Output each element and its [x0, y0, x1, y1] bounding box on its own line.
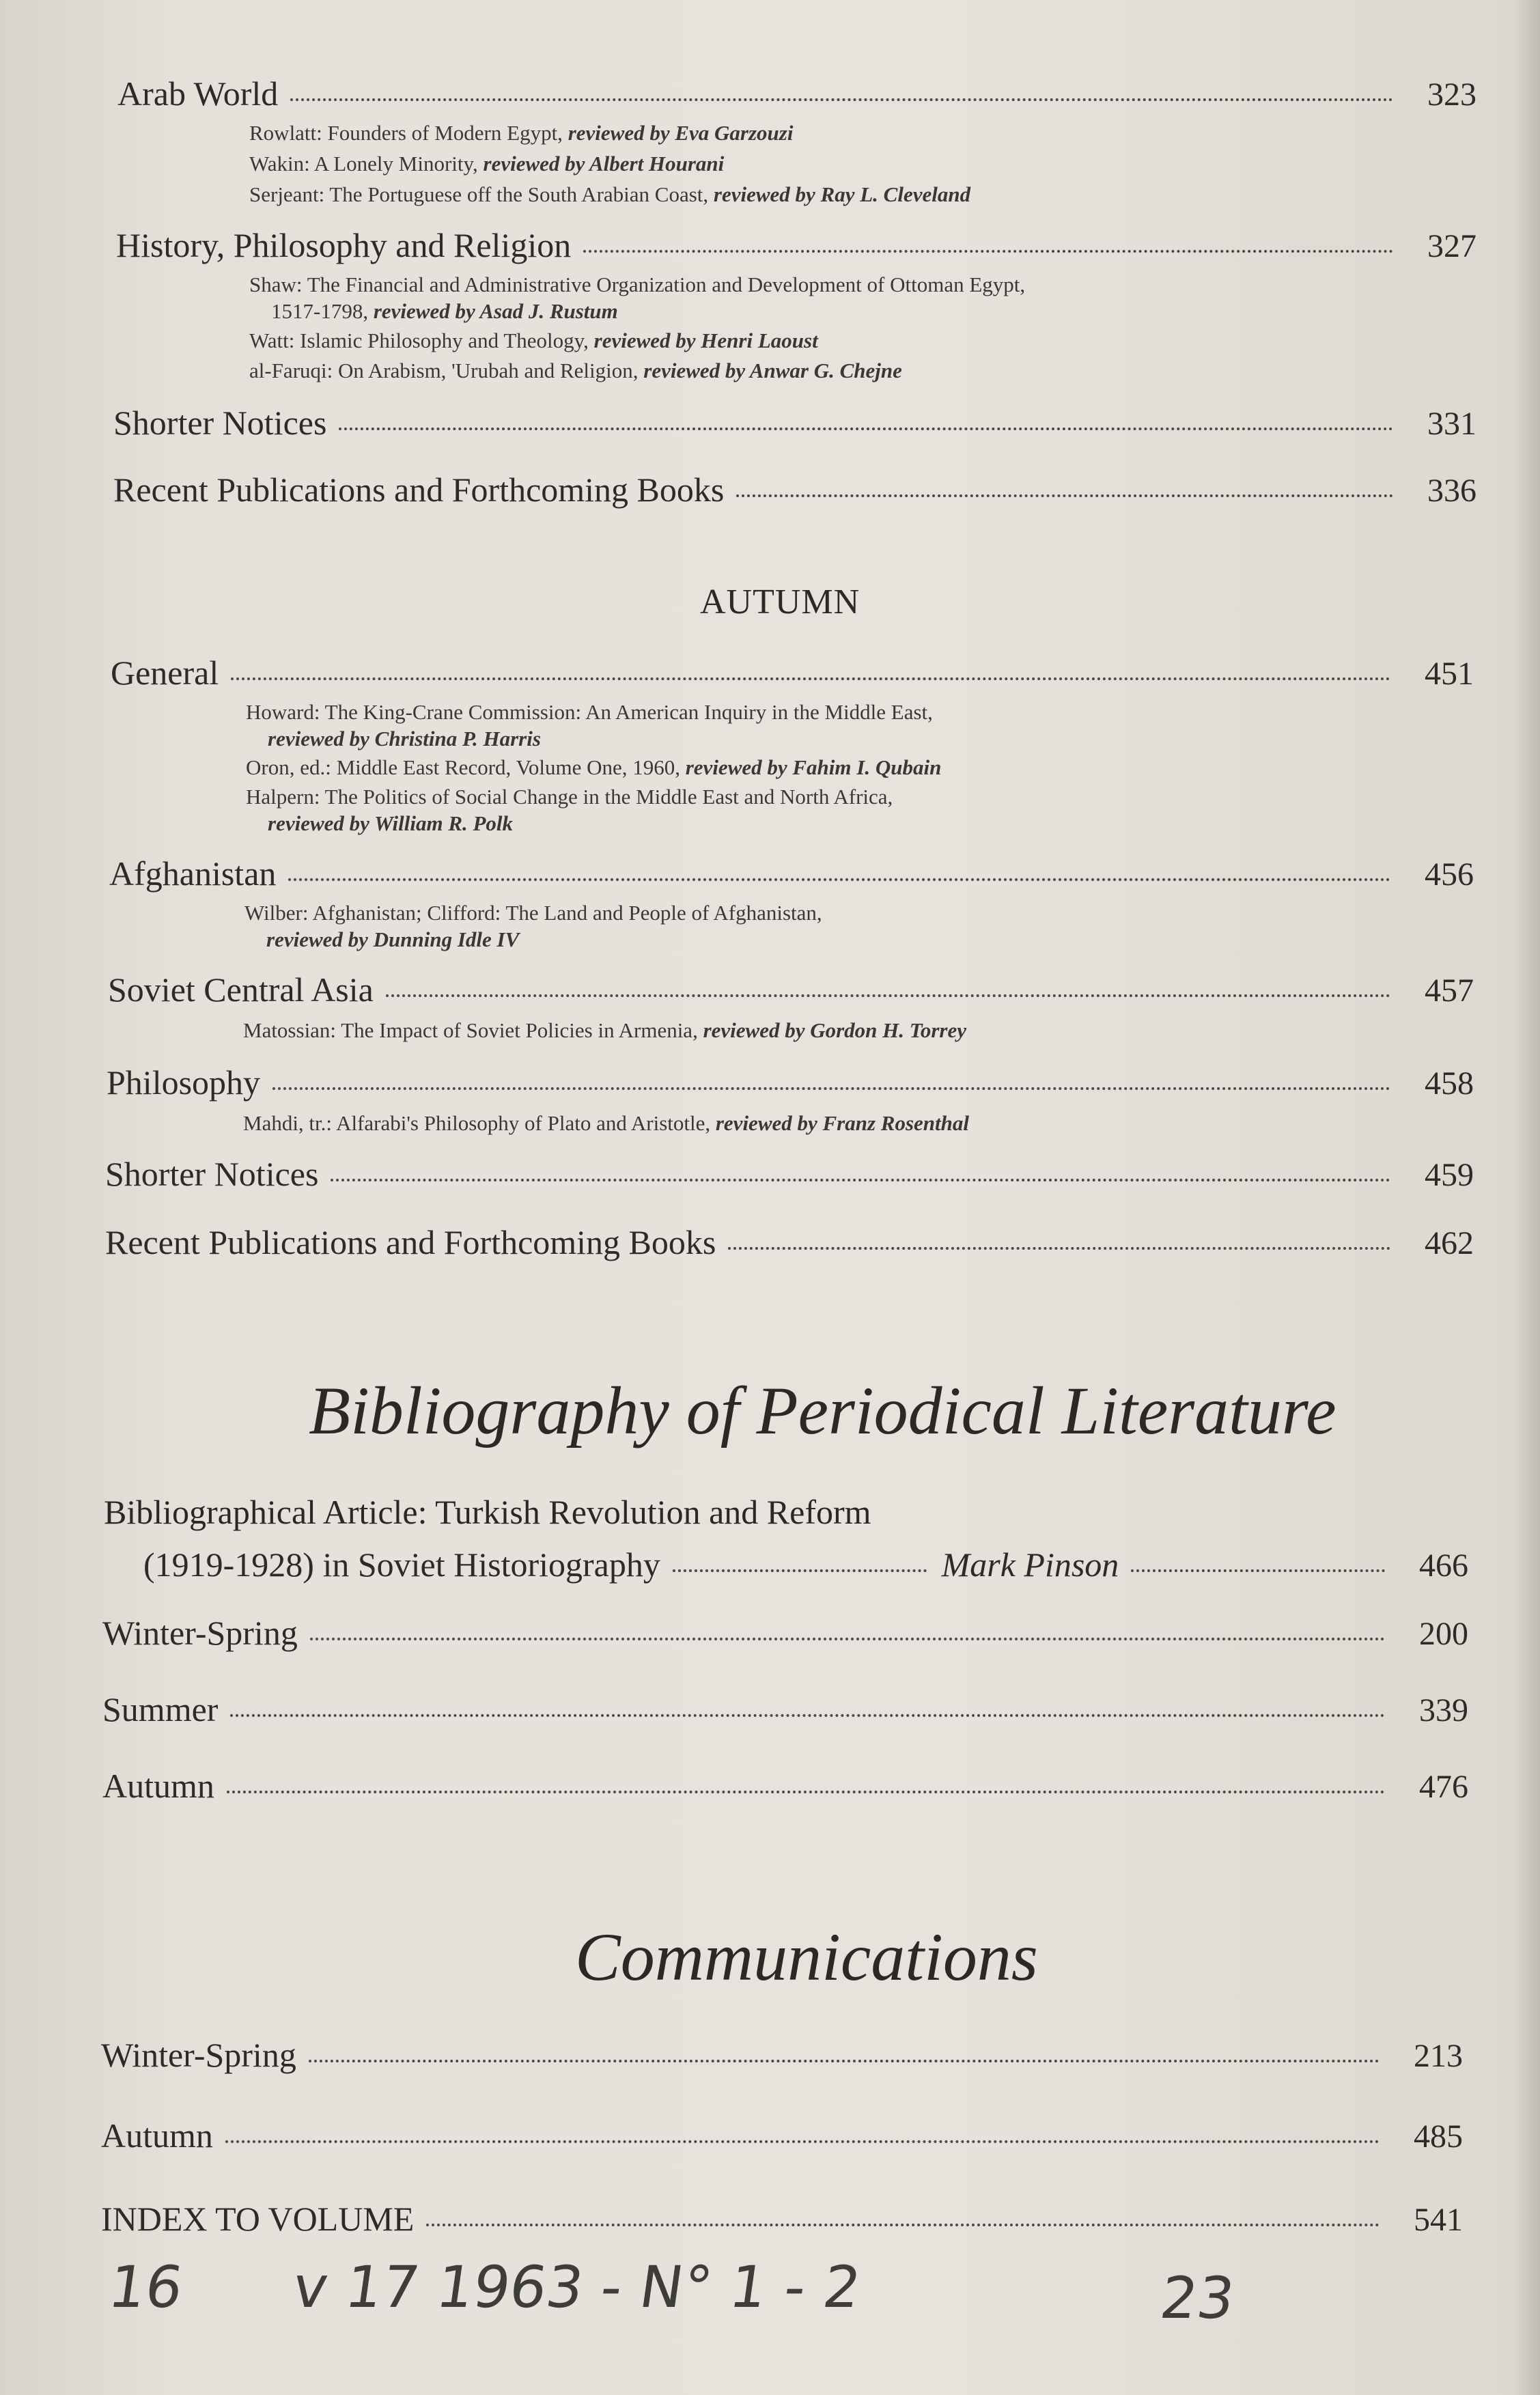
- review-line: Matossian: The Impact of Soviet Policies in Armenia, reviewed by Gordon H. Torrey: [243, 1018, 967, 1042]
- review-line: Wakin: A Lonely Minority, reviewed by Albert Hourani: [249, 152, 725, 176]
- handwritten-note-volume: v 17 1963 - N° 1 - 2: [289, 2254, 865, 2321]
- dot-leader: [736, 494, 1393, 497]
- section-heading-bibliography: Bibliography of Periodical Literature: [309, 1373, 1336, 1448]
- bibliographical-article-title: Bibliographical Article: Turkish Revolution and Reform: [104, 1493, 871, 1531]
- toc-page-number: 459: [1425, 1157, 1474, 1193]
- toc-entry-bibliography-autumn[interactable]: [102, 1766, 1468, 1806]
- toc-entry-title: Philosophy: [107, 1063, 261, 1102]
- toc-page-number: 331: [1427, 406, 1476, 442]
- dot-leader: [426, 2224, 1380, 2226]
- review-line: Shaw: The Financial and Administrative Organization and Development of Ottoman Egypt, 1517-1798, reviewed by Asad J. Rustum: [249, 272, 1026, 323]
- toc-entry-title: Shorter Notices: [105, 1155, 319, 1193]
- toc-entry-title: Recent Publications and Forthcoming Books: [113, 471, 725, 509]
- dot-leader: [230, 1714, 1385, 1717]
- section-heading-communications: Communications: [575, 1919, 1038, 1995]
- review-line: Oron, ed.: Middle East Record, Volume One, 1960, reviewed by Fahim I. Qubain: [246, 755, 942, 779]
- toc-entry-title: Winter-Spring: [101, 2036, 296, 2074]
- toc-entry-history[interactable]: [116, 225, 1476, 265]
- section-heading-autumn: AUTUMN: [700, 583, 860, 621]
- review-line: Rowlatt: Founders of Modern Egypt, reviewed by Eva Garzouzi: [249, 121, 794, 145]
- dot-leader: [673, 1569, 927, 1572]
- toc-entry-communications-autumn[interactable]: [101, 2116, 1463, 2155]
- toc-entry-title: General: [111, 654, 219, 692]
- toc-entry-title: History, Philosophy and Religion: [116, 226, 572, 264]
- toc-entry-shorter-notices[interactable]: [113, 403, 1476, 443]
- dot-leader: [272, 1087, 1390, 1090]
- dot-leader: [1131, 1569, 1385, 1572]
- article-author: Mark Pinson: [941, 1545, 1119, 1584]
- dot-leader: [231, 677, 1390, 680]
- toc-entry-title: Summer: [102, 1690, 219, 1728]
- dot-leader: [583, 250, 1393, 253]
- toc-entry-title: Soviet Central Asia: [108, 970, 374, 1009]
- dot-leader: [386, 994, 1390, 997]
- toc-entry-title: INDEX TO VOLUME: [101, 2200, 415, 2238]
- dot-leader: [225, 2140, 1380, 2143]
- toc-entry-bibliography-winter-spring[interactable]: [102, 1613, 1468, 1653]
- review-line: Mahdi, tr.: Alfarabi's Philosophy of Plato and Aristotle, reviewed by Franz Rosenthal: [243, 1111, 970, 1135]
- toc-page-number: 323: [1427, 76, 1476, 113]
- toc-entry-recent-publications[interactable]: [113, 470, 1476, 509]
- dot-leader: [310, 1638, 1385, 1640]
- toc-page-number: 462: [1425, 1225, 1474, 1261]
- dot-leader: [309, 2060, 1380, 2062]
- toc-page-number: 457: [1425, 972, 1474, 1009]
- toc-entry-title: Autumn: [102, 1767, 214, 1805]
- toc-page-number: 213: [1414, 2038, 1463, 2074]
- toc-page-number: 339: [1419, 1692, 1468, 1728]
- handwritten-note-left: 16: [104, 2254, 187, 2321]
- toc-entry-title: Afghanistan: [109, 854, 277, 893]
- review-line: Watt: Islamic Philosophy and Theology, reviewed by Henri Laoust: [249, 328, 818, 352]
- toc-entry-title: Autumn: [101, 2116, 213, 2155]
- review-line: Howard: The King-Crane Commission: An American Inquiry in the Middle East, reviewed by Christina P. Harris: [246, 700, 933, 751]
- toc-entry-communications-winter-spring[interactable]: [101, 2035, 1463, 2075]
- toc-entry-shorter-notices[interactable]: [105, 1154, 1474, 1194]
- review-line: Serjeant: The Portuguese off the South Arabian Coast, reviewed by Ray L. Cleveland: [249, 182, 971, 206]
- dot-leader: [288, 878, 1390, 881]
- toc-entry-title: Arab World: [117, 74, 279, 113]
- toc-page-number: 200: [1419, 1616, 1468, 1652]
- dot-leader: [227, 1791, 1385, 1793]
- dot-leader: [339, 428, 1393, 430]
- toc-entry-philosophy[interactable]: [107, 1063, 1474, 1102]
- review-line: al-Faruqi: On Arabism, 'Urubah and Religion, reviewed by Anwar G. Chejne: [249, 359, 902, 382]
- dot-leader: [728, 1247, 1390, 1250]
- toc-entry-title: (1919-1928) in Soviet Historiography: [143, 1545, 660, 1584]
- toc-entry-title: Shorter Notices: [113, 404, 327, 442]
- dot-leader: [290, 98, 1393, 101]
- toc-page-number: 327: [1427, 228, 1476, 264]
- toc-page-number: 541: [1414, 2202, 1463, 2238]
- handwritten-note-right: 23: [1156, 2265, 1239, 2331]
- toc-entry-arab-world[interactable]: [117, 74, 1476, 113]
- toc-page-number: 458: [1425, 1065, 1474, 1102]
- toc-entry-soviet-central-asia[interactable]: [108, 970, 1474, 1009]
- toc-page-number: 451: [1425, 656, 1474, 692]
- toc-entry-index-to-volume[interactable]: [101, 2199, 1463, 2239]
- toc-entry-general[interactable]: [111, 653, 1474, 692]
- toc-entry-bibliographical-article[interactable]: [143, 1545, 1468, 1584]
- toc-page-number: 456: [1425, 856, 1474, 893]
- review-line: Halpern: The Politics of Social Change in the Middle East and North Africa, reviewed by William R. Polk: [246, 785, 893, 835]
- dot-leader: [331, 1179, 1390, 1181]
- toc-entry-title: Winter-Spring: [102, 1614, 298, 1652]
- toc-page-number: 476: [1419, 1769, 1468, 1805]
- toc-page-number: 466: [1419, 1547, 1469, 1584]
- review-line: Wilber: Afghanistan; Clifford: The Land and People of Afghanistan, reviewed by Dunning Idle IV: [244, 901, 822, 951]
- toc-entry-bibliography-summer[interactable]: [102, 1690, 1468, 1729]
- toc-entry-recent-publications[interactable]: [105, 1222, 1474, 1262]
- page-edge-shadow: [1513, 0, 1540, 2395]
- toc-entry-afghanistan[interactable]: [109, 854, 1474, 893]
- toc-entry-title: Recent Publications and Forthcoming Books: [105, 1223, 716, 1261]
- toc-page-number: 336: [1427, 473, 1476, 509]
- toc-page-number: 485: [1414, 2118, 1463, 2155]
